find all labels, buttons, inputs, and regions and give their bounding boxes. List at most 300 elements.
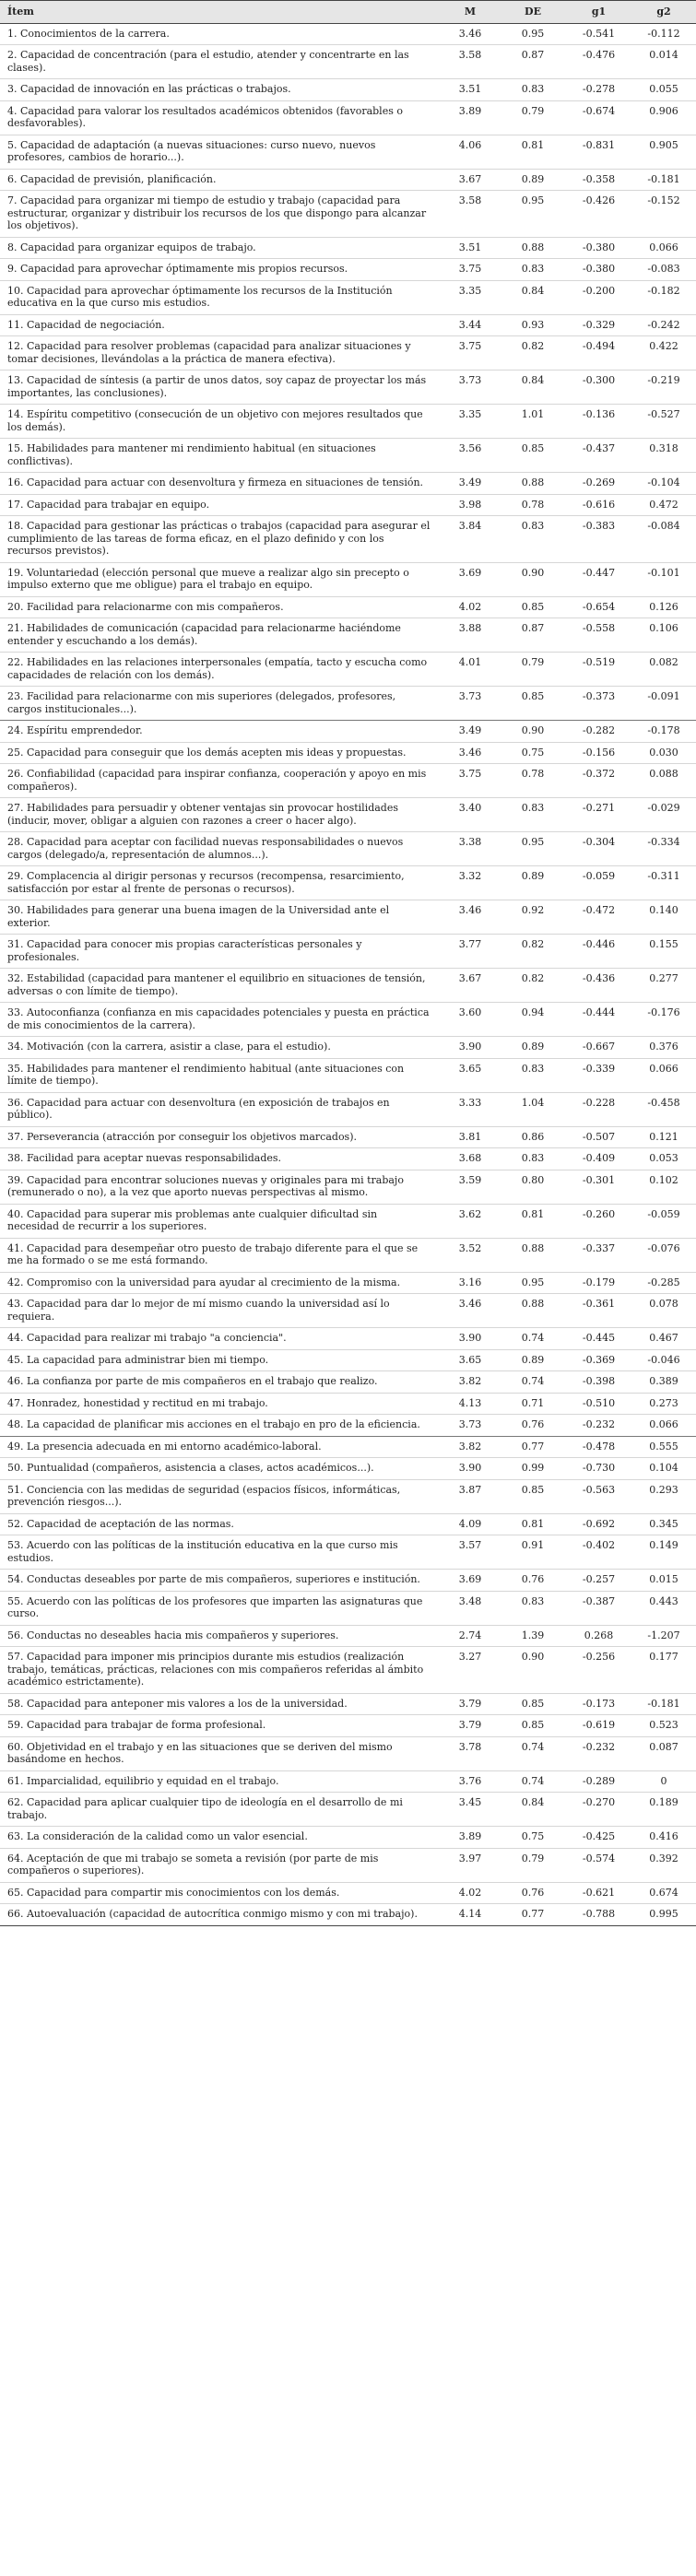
item-cell: 58. Capacidad para anteponer mis valores a los de la universidad. <box>0 1693 441 1715</box>
g2-cell: 0.995 <box>631 1904 696 1926</box>
de-cell: 0.95 <box>500 832 566 866</box>
table-row <box>0 1204 696 1238</box>
m-cell: 3.98 <box>441 494 500 516</box>
g2-cell: 0.053 <box>631 1148 696 1170</box>
de-cell: 0.83 <box>500 1058 566 1092</box>
m-cell: 3.76 <box>441 1770 500 1793</box>
table-row <box>0 1148 696 1170</box>
item-cell: 28. Capacidad para aceptar con facilidad nuevas responsabilidades o nuevos cargos (delegado/a, representación de alumnos...). <box>0 832 441 866</box>
m-cell: 3.49 <box>441 473 500 495</box>
m-cell: 4.02 <box>441 1882 500 1904</box>
table-row <box>0 618 696 653</box>
g1-cell: -0.447 <box>566 562 631 596</box>
table-row <box>0 596 696 618</box>
item-cell: 6. Capacidad de previsión, planificación. <box>0 169 441 191</box>
table-row <box>0 1393 696 1415</box>
g1-cell: 0.268 <box>566 1625 631 1647</box>
table-row <box>0 935 696 969</box>
de-cell: 0.88 <box>500 1294 566 1328</box>
item-cell: 8. Capacidad para organizar equipos de trabajo. <box>0 237 441 259</box>
de-cell: 0.85 <box>500 439 566 473</box>
g2-cell: 0.523 <box>631 1715 696 1737</box>
m-cell: 3.67 <box>441 169 500 191</box>
de-cell: 0.79 <box>500 653 566 687</box>
g1-cell: -0.257 <box>566 1570 631 1592</box>
g1-cell: -0.282 <box>566 721 631 743</box>
de-cell: 0.74 <box>500 1770 566 1793</box>
de-cell: 0.82 <box>500 935 566 969</box>
m-cell: 4.02 <box>441 596 500 618</box>
item-cell: 39. Capacidad para encontrar soluciones nuevas y originales para mi trabajo (remunerado o no), a la vez que aporto nuevas perspectivas al mismo. <box>0 1170 441 1204</box>
g2-cell: 0.121 <box>631 1126 696 1148</box>
de-cell: 0.83 <box>500 798 566 832</box>
g1-cell: -0.256 <box>566 1647 631 1694</box>
g2-cell: 0.055 <box>631 79 696 101</box>
m-cell: 3.40 <box>441 798 500 832</box>
g2-cell: 0.066 <box>631 1058 696 1092</box>
g1-cell: -0.269 <box>566 473 631 495</box>
table-row <box>0 1625 696 1647</box>
table-row <box>0 900 696 935</box>
de-cell: 0.76 <box>500 1415 566 1437</box>
item-cell: 55. Acuerdo con las políticas de los profesores que imparten las asignaturas que curso. <box>0 1591 441 1625</box>
item-cell: 53. Acuerdo con las políticas de la institución educativa en la que curso mis estudios. <box>0 1535 441 1570</box>
de-cell: 0.89 <box>500 866 566 900</box>
g1-cell: -0.409 <box>566 1148 631 1170</box>
table-row <box>0 237 696 259</box>
g1-cell: -0.300 <box>566 371 631 405</box>
g2-cell: 0.416 <box>631 1827 696 1849</box>
table-row <box>0 1693 696 1715</box>
g1-cell: -0.387 <box>566 1591 631 1625</box>
g2-cell: 0.082 <box>631 653 696 687</box>
g2-cell: 0.189 <box>631 1793 696 1827</box>
table-row <box>0 1793 696 1827</box>
m-cell: 3.16 <box>441 1272 500 1294</box>
item-cell: 7. Capacidad para organizar mi tiempo de estudio y trabajo (capacidad para estructurar, organizar y distribuir los recursos de los que dispongo para alcanzar los objetivos). <box>0 191 441 238</box>
g1-cell: -0.436 <box>566 969 631 1003</box>
g2-cell: 0.443 <box>631 1591 696 1625</box>
de-cell: 0.84 <box>500 1793 566 1827</box>
g2-cell: -0.091 <box>631 687 696 721</box>
item-cell: 12. Capacidad para resolver problemas (capacidad para analizar situaciones y tomar decisiones, llevándolas a la práctica de manera efectiva). <box>0 336 441 371</box>
header-g1: g1 <box>566 1 631 24</box>
table-row <box>0 1827 696 1849</box>
table-row <box>0 1591 696 1625</box>
g2-cell: 0.015 <box>631 1570 696 1592</box>
g1-cell: -0.831 <box>566 135 631 169</box>
g2-cell: 0.088 <box>631 764 696 798</box>
item-cell: 33. Autoconfianza (confianza en mis capacidades potenciales y puesta en práctica de mis conocimientos de la carrera). <box>0 1003 441 1037</box>
m-cell: 3.82 <box>441 1371 500 1394</box>
de-cell: 0.84 <box>500 280 566 314</box>
header-de: DE <box>500 1 566 24</box>
item-cell: 2. Capacidad de concentración (para el estudio, atender y concentrarte en las clases). <box>0 45 441 79</box>
de-cell: 0.80 <box>500 1170 566 1204</box>
g2-cell: 0.102 <box>631 1170 696 1204</box>
g1-cell: -0.289 <box>566 1770 631 1793</box>
item-cell: 51. Conciencia con las medidas de seguridad (espacios físicos, informáticas, prevención riesgos...). <box>0 1479 441 1513</box>
item-cell: 37. Perseverancia (atracción por conseguir los objetivos marcados). <box>0 1126 441 1148</box>
item-cell: 49. La presencia adecuada en mi entorno académico-laboral. <box>0 1436 441 1458</box>
table-header <box>0 1 696 24</box>
g2-cell: 0.078 <box>631 1294 696 1328</box>
g1-cell: -0.059 <box>566 866 631 900</box>
g2-cell: 0.014 <box>631 45 696 79</box>
g2-cell: -0.178 <box>631 721 696 743</box>
g1-cell: -0.730 <box>566 1458 631 1480</box>
m-cell: 3.59 <box>441 1170 500 1204</box>
table-row <box>0 314 696 336</box>
g1-cell: -0.372 <box>566 764 631 798</box>
g1-cell: -0.402 <box>566 1535 631 1570</box>
table-row <box>0 336 696 371</box>
item-cell: 3. Capacidad de innovación en las prácticas o trabajos. <box>0 79 441 101</box>
g1-cell: -0.232 <box>566 1736 631 1770</box>
de-cell: 0.71 <box>500 1393 566 1415</box>
m-cell: 3.45 <box>441 1793 500 1827</box>
table-row <box>0 100 696 135</box>
g1-cell: -0.558 <box>566 618 631 653</box>
table-row <box>0 721 696 743</box>
item-cell: 43. Capacidad para dar lo mejor de mí mismo cuando la universidad así lo requiera. <box>0 1294 441 1328</box>
table-row <box>0 473 696 495</box>
header-row <box>0 1 696 24</box>
table-row <box>0 1272 696 1294</box>
de-cell: 0.86 <box>500 1126 566 1148</box>
m-cell: 3.82 <box>441 1436 500 1458</box>
g2-cell: 0.906 <box>631 100 696 135</box>
item-cell: 52. Capacidad de aceptación de las normas. <box>0 1513 441 1535</box>
item-cell: 57. Capacidad para imponer mis principios durante mis estudios (realización trabajo, temáticas, prácticas, relaciones con mis compañeros referidas al ámbito académico estrictamente). <box>0 1647 441 1694</box>
m-cell: 3.49 <box>441 721 500 743</box>
g1-cell: -0.674 <box>566 100 631 135</box>
table-row <box>0 1371 696 1394</box>
g2-cell: -0.242 <box>631 314 696 336</box>
g2-cell: -0.181 <box>631 1693 696 1715</box>
table-row <box>0 191 696 238</box>
g2-cell: 0.104 <box>631 1458 696 1480</box>
m-cell: 3.79 <box>441 1693 500 1715</box>
de-cell: 0.83 <box>500 1148 566 1170</box>
de-cell: 0.81 <box>500 135 566 169</box>
g1-cell: -0.667 <box>566 1037 631 1059</box>
g1-cell: -0.445 <box>566 1328 631 1350</box>
g2-cell: 0 <box>631 1770 696 1793</box>
item-cell: 5. Capacidad de adaptación (a nuevas situaciones: curso nuevo, nuevos profesores, cambios de horario...). <box>0 135 441 169</box>
g1-cell: -0.472 <box>566 900 631 935</box>
g2-cell: 0.155 <box>631 935 696 969</box>
m-cell: 3.89 <box>441 1827 500 1849</box>
g2-cell: 0.318 <box>631 439 696 473</box>
de-cell: 0.85 <box>500 687 566 721</box>
item-cell: 29. Complacencia al dirigir personas y recursos (recompensa, resarcimiento, satisfacción por estar al frente de personas o recursos). <box>0 866 441 900</box>
de-cell: 0.82 <box>500 969 566 1003</box>
item-cell: 56. Conductas no deseables hacia mis compañeros y superiores. <box>0 1625 441 1647</box>
g1-cell: -0.616 <box>566 494 631 516</box>
item-cell: 22. Habilidades en las relaciones interpersonales (empatía, tacto y escucha como capacidades de relación con los demás). <box>0 653 441 687</box>
item-cell: 19. Voluntariedad (elección personal que mueve a realizar algo sin precepto o impulso externo que me obligue) para el trabajo en equipo. <box>0 562 441 596</box>
table-row <box>0 832 696 866</box>
m-cell: 3.73 <box>441 687 500 721</box>
g2-cell: 0.177 <box>631 1647 696 1694</box>
m-cell: 3.27 <box>441 1647 500 1694</box>
m-cell: 3.84 <box>441 516 500 563</box>
g1-cell: -0.494 <box>566 336 631 371</box>
item-cell: 48. La capacidad de planificar mis acciones en el trabajo en pro de la eficiencia. <box>0 1415 441 1437</box>
item-cell: 27. Habilidades para persuadir y obtener ventajas sin provocar hostilidades (inducir, mover, obligar a alguien con razones a creer o hacer algo). <box>0 798 441 832</box>
item-cell: 61. Imparcialidad, equilibrio y equidad en el trabajo. <box>0 1770 441 1793</box>
table-row <box>0 1715 696 1737</box>
g2-cell: 0.293 <box>631 1479 696 1513</box>
table-row <box>0 1770 696 1793</box>
de-cell: 0.75 <box>500 742 566 764</box>
g1-cell: -0.173 <box>566 1693 631 1715</box>
g1-cell: -0.510 <box>566 1393 631 1415</box>
de-cell: 0.82 <box>500 336 566 371</box>
item-cell: 30. Habilidades para generar una buena imagen de la Universidad ante el exterior. <box>0 900 441 935</box>
table-row <box>0 1436 696 1458</box>
g2-cell: -0.112 <box>631 23 696 45</box>
table-row <box>0 1058 696 1092</box>
table-row <box>0 371 696 405</box>
g1-cell: -0.260 <box>566 1204 631 1238</box>
g1-cell: -0.339 <box>566 1058 631 1092</box>
table-row <box>0 259 696 281</box>
g1-cell: -0.563 <box>566 1479 631 1513</box>
g1-cell: -0.337 <box>566 1238 631 1272</box>
table-row <box>0 1570 696 1592</box>
table-row <box>0 1294 696 1328</box>
g2-cell: -0.104 <box>631 473 696 495</box>
m-cell: 3.58 <box>441 191 500 238</box>
m-cell: 4.13 <box>441 1393 500 1415</box>
de-cell: 0.79 <box>500 1848 566 1882</box>
table-row <box>0 280 696 314</box>
item-cell: 31. Capacidad para conocer mis propias características personales y profesionales. <box>0 935 441 969</box>
table-row <box>0 1349 696 1371</box>
g2-cell: -0.458 <box>631 1092 696 1126</box>
m-cell: 3.35 <box>441 405 500 439</box>
g2-cell: 0.674 <box>631 1882 696 1904</box>
table-row <box>0 798 696 832</box>
item-cell: 14. Espíritu competitivo (consecución de un objetivo con mejores resultados que los demás). <box>0 405 441 439</box>
table-row <box>0 764 696 798</box>
de-cell: 0.95 <box>500 23 566 45</box>
table-row <box>0 1479 696 1513</box>
de-cell: 0.89 <box>500 169 566 191</box>
de-cell: 1.39 <box>500 1625 566 1647</box>
g2-cell: -0.084 <box>631 516 696 563</box>
g2-cell: -0.176 <box>631 1003 696 1037</box>
g2-cell: 0.905 <box>631 135 696 169</box>
item-cell: 40. Capacidad para superar mis problemas ante cualquier dificultad sin necesidad de recurrir a los superiores. <box>0 1204 441 1238</box>
g2-cell: 0.389 <box>631 1371 696 1394</box>
de-cell: 0.74 <box>500 1736 566 1770</box>
g2-cell: -0.181 <box>631 169 696 191</box>
table-row <box>0 969 696 1003</box>
table-row <box>0 687 696 721</box>
g2-cell: -0.334 <box>631 832 696 866</box>
item-cell: 9. Capacidad para aprovechar óptimamente mis propios recursos. <box>0 259 441 281</box>
table-row <box>0 1882 696 1904</box>
g1-cell: -0.232 <box>566 1415 631 1437</box>
de-cell: 0.92 <box>500 900 566 935</box>
de-cell: 0.81 <box>500 1204 566 1238</box>
de-cell: 0.88 <box>500 1238 566 1272</box>
g1-cell: -0.200 <box>566 280 631 314</box>
g1-cell: -0.446 <box>566 935 631 969</box>
header-m: M <box>441 1 500 24</box>
g2-cell: 0.422 <box>631 336 696 371</box>
m-cell: 4.06 <box>441 135 500 169</box>
item-cell: 45. La capacidad para administrar bien mi tiempo. <box>0 1349 441 1371</box>
item-cell: 35. Habilidades para mantener el rendimiento habitual (ante situaciones con límite de tiempo). <box>0 1058 441 1092</box>
item-cell: 38. Facilidad para aceptar nuevas responsabilidades. <box>0 1148 441 1170</box>
table-row <box>0 45 696 79</box>
table-row <box>0 1904 696 1926</box>
de-cell: 0.76 <box>500 1570 566 1592</box>
m-cell: 3.89 <box>441 100 500 135</box>
g2-cell: -0.076 <box>631 1238 696 1272</box>
m-cell: 3.75 <box>441 336 500 371</box>
m-cell: 3.65 <box>441 1058 500 1092</box>
table-row <box>0 1003 696 1037</box>
g1-cell: -0.271 <box>566 798 631 832</box>
de-cell: 0.85 <box>500 1479 566 1513</box>
m-cell: 3.38 <box>441 832 500 866</box>
m-cell: 3.67 <box>441 969 500 1003</box>
g2-cell: -0.285 <box>631 1272 696 1294</box>
table-row <box>0 742 696 764</box>
m-cell: 3.57 <box>441 1535 500 1570</box>
table-row <box>0 79 696 101</box>
g1-cell: -0.398 <box>566 1371 631 1394</box>
table-row <box>0 405 696 439</box>
m-cell: 3.73 <box>441 371 500 405</box>
g2-cell: -0.101 <box>631 562 696 596</box>
item-cell: 42. Compromiso con la universidad para ayudar al crecimiento de la misma. <box>0 1272 441 1294</box>
m-cell: 3.90 <box>441 1037 500 1059</box>
item-cell: 59. Capacidad para trabajar de forma profesional. <box>0 1715 441 1737</box>
m-cell: 3.32 <box>441 866 500 900</box>
g1-cell: -0.788 <box>566 1904 631 1926</box>
item-cell: 18. Capacidad para gestionar las prácticas o trabajos (capacidad para asegurar el cumplimiento de las tareas de forma eficaz, en el plazo definido y con los recursos previstos). <box>0 516 441 563</box>
m-cell: 3.58 <box>441 45 500 79</box>
item-cell: 44. Capacidad para realizar mi trabajo "a conciencia". <box>0 1328 441 1350</box>
de-cell: 0.83 <box>500 79 566 101</box>
g1-cell: -0.156 <box>566 742 631 764</box>
table-row <box>0 653 696 687</box>
de-cell: 0.90 <box>500 721 566 743</box>
m-cell: 3.87 <box>441 1479 500 1513</box>
m-cell: 3.90 <box>441 1458 500 1480</box>
item-cell: 26. Confiabilidad (capacidad para inspirar confianza, cooperación y apoyo en mis compañeros). <box>0 764 441 798</box>
de-cell: 0.89 <box>500 1037 566 1059</box>
m-cell: 3.69 <box>441 1570 500 1592</box>
item-cell: 11. Capacidad de negociación. <box>0 314 441 336</box>
m-cell: 3.35 <box>441 280 500 314</box>
g2-cell: 0.106 <box>631 618 696 653</box>
g2-cell: 0.345 <box>631 1513 696 1535</box>
g1-cell: -0.425 <box>566 1827 631 1849</box>
g1-cell: -0.507 <box>566 1126 631 1148</box>
m-cell: 3.75 <box>441 259 500 281</box>
g1-cell: -0.619 <box>566 1715 631 1737</box>
item-cell: 4. Capacidad para valorar los resultados académicos obtenidos (favorables o desfavorables). <box>0 100 441 135</box>
item-cell: 1. Conocimientos de la carrera. <box>0 23 441 45</box>
item-cell: 16. Capacidad para actuar con desenvoltura y firmeza en situaciones de tensión. <box>0 473 441 495</box>
table-row <box>0 1647 696 1694</box>
g2-cell: -0.029 <box>631 798 696 832</box>
table-row <box>0 866 696 900</box>
g2-cell: 0.472 <box>631 494 696 516</box>
g1-cell: -0.301 <box>566 1170 631 1204</box>
header-item: Ítem <box>0 1 441 24</box>
de-cell: 0.88 <box>500 237 566 259</box>
m-cell: 3.65 <box>441 1349 500 1371</box>
g1-cell: -0.380 <box>566 259 631 281</box>
m-cell: 3.68 <box>441 1148 500 1170</box>
g2-cell: 0.066 <box>631 1415 696 1437</box>
g2-cell: 0.149 <box>631 1535 696 1570</box>
de-cell: 0.81 <box>500 1513 566 1535</box>
m-cell: 3.44 <box>441 314 500 336</box>
de-cell: 0.74 <box>500 1371 566 1394</box>
de-cell: 0.89 <box>500 1349 566 1371</box>
de-cell: 0.91 <box>500 1535 566 1570</box>
g1-cell: -0.278 <box>566 79 631 101</box>
g1-cell: -0.444 <box>566 1003 631 1037</box>
table-row <box>0 1037 696 1059</box>
g1-cell: -0.358 <box>566 169 631 191</box>
m-cell: 3.88 <box>441 618 500 653</box>
item-cell: 15. Habilidades para mantener mi rendimiento habitual (en situaciones conflictivas). <box>0 439 441 473</box>
item-cell: 32. Estabilidad (capacidad para mantener el equilibrio en situaciones de tensión, adversas o con límite de tiempo). <box>0 969 441 1003</box>
m-cell: 3.48 <box>441 1591 500 1625</box>
m-cell: 3.33 <box>441 1092 500 1126</box>
m-cell: 3.62 <box>441 1204 500 1238</box>
de-cell: 0.79 <box>500 100 566 135</box>
m-cell: 3.56 <box>441 439 500 473</box>
item-cell: 54. Conductas deseables por parte de mis compañeros, superiores e institución. <box>0 1570 441 1592</box>
m-cell: 3.46 <box>441 23 500 45</box>
de-cell: 0.88 <box>500 473 566 495</box>
g1-cell: -0.270 <box>566 1793 631 1827</box>
m-cell: 3.69 <box>441 562 500 596</box>
m-cell: 3.78 <box>441 1736 500 1770</box>
table-row <box>0 1415 696 1437</box>
m-cell: 3.79 <box>441 1715 500 1737</box>
de-cell: 0.78 <box>500 764 566 798</box>
de-cell: 0.87 <box>500 45 566 79</box>
m-cell: 3.75 <box>441 764 500 798</box>
item-cell: 50. Puntualidad (compañeros, asistencia a clases, actos académicos...). <box>0 1458 441 1480</box>
g1-cell: -0.380 <box>566 237 631 259</box>
item-cell: 34. Motivación (con la carrera, asistir a clase, para el estudio). <box>0 1037 441 1059</box>
g2-cell: 0.066 <box>631 237 696 259</box>
table-row <box>0 439 696 473</box>
item-cell: 46. La confianza por parte de mis compañeros en el trabajo que realizo. <box>0 1371 441 1394</box>
de-cell: 0.83 <box>500 516 566 563</box>
m-cell: 3.46 <box>441 742 500 764</box>
g1-cell: -0.304 <box>566 832 631 866</box>
item-cell: 24. Espíritu emprendedor. <box>0 721 441 743</box>
table-row <box>0 1848 696 1882</box>
m-cell: 3.77 <box>441 935 500 969</box>
m-cell: 3.60 <box>441 1003 500 1037</box>
m-cell: 4.01 <box>441 653 500 687</box>
